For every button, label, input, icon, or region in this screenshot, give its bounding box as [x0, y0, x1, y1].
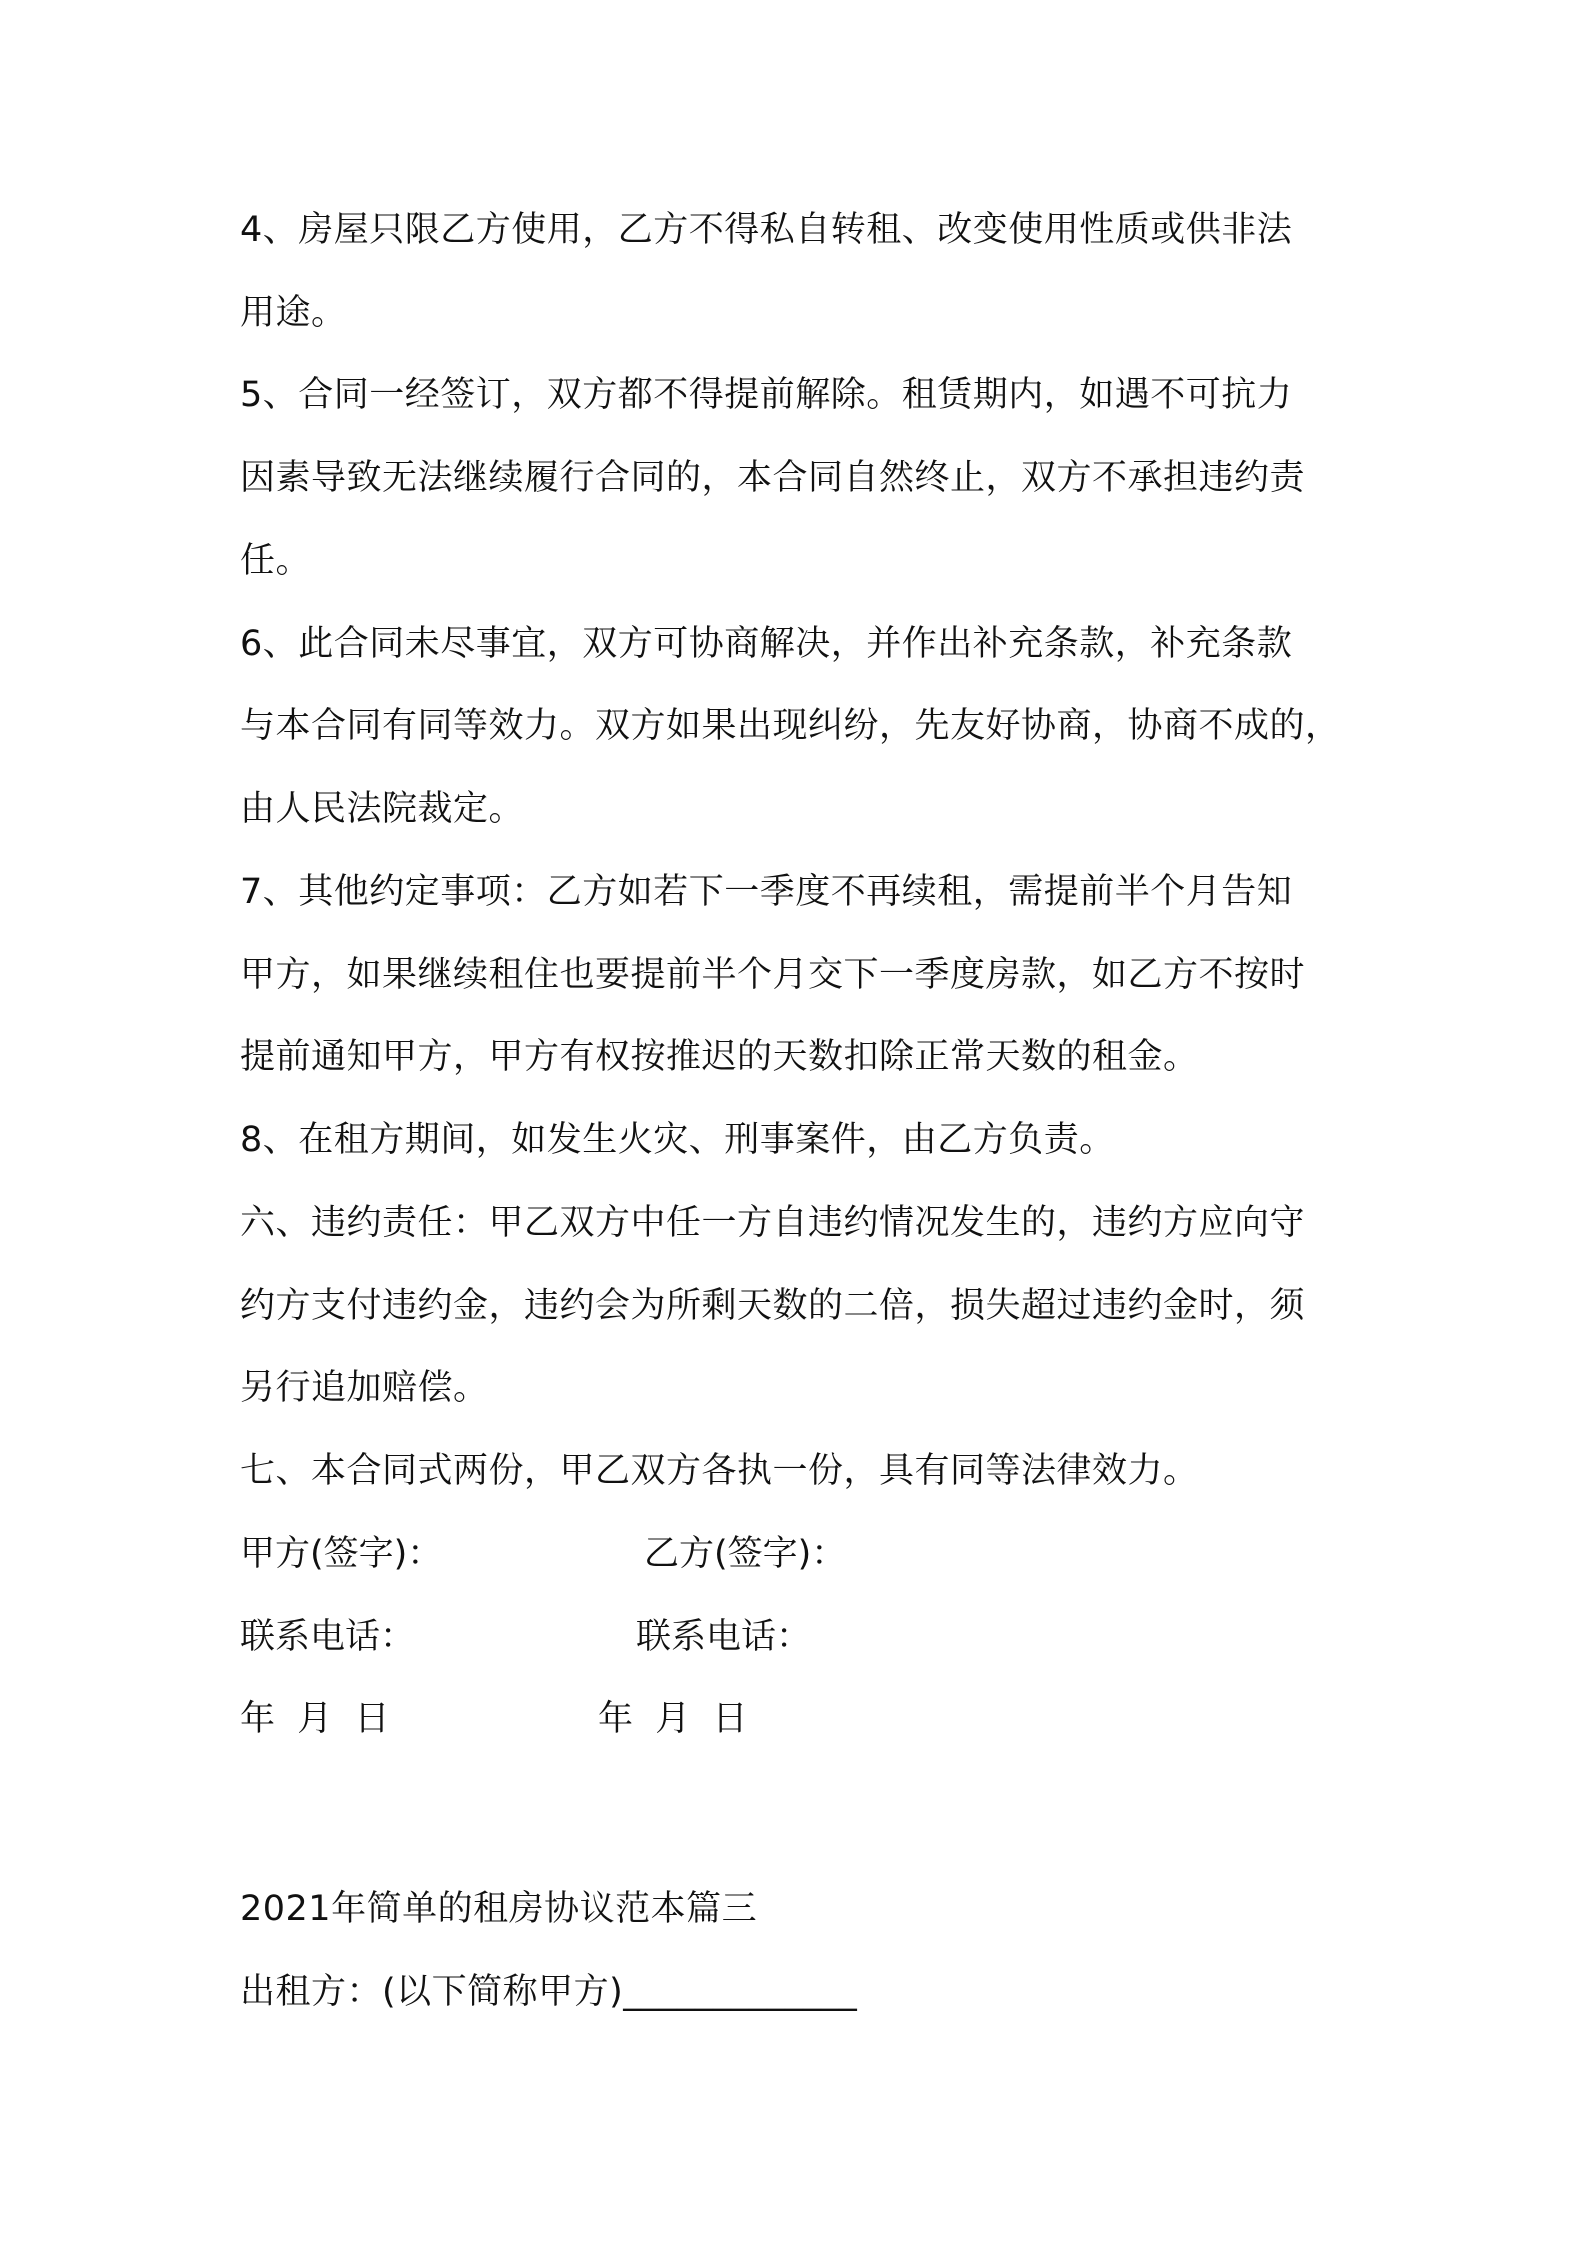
section-title: 2021年简单的租房协议范本篇三 [240, 1889, 758, 1929]
clause-6-line-3: 由人民法院裁定。 [240, 789, 525, 829]
party-a-phone-label: 联系电话： [240, 1617, 416, 1657]
lessor-line: 出租方：(以下简称甲方)_____________ [240, 1972, 858, 2012]
party-b-date-label: 年 月 日 [598, 1699, 748, 1739]
clause-8-line-1: 8、在租方期间，如发生火灾、刑事案件，由乙方负责。 [240, 1120, 1115, 1160]
breach-line-3: 另行追加赔偿。 [240, 1368, 489, 1408]
breach-line-2: 约方支付违约金，违约会为所剩天数的二倍，损失超过违约金时，须 [240, 1286, 1306, 1326]
clause-5-line-3: 任。 [240, 541, 312, 581]
party-a-date-label: 年 月 日 [240, 1699, 390, 1739]
party-a-signature-label: 甲方(签字)： [240, 1534, 443, 1574]
party-b-phone-label: 联系电话： [636, 1617, 812, 1657]
copies-clause: 七、本合同式两份，甲乙双方各执一份，具有同等法律效力。 [240, 1451, 1199, 1491]
clause-4-line-2: 用途。 [240, 293, 347, 333]
clause-4-line-1: 4、房屋只限乙方使用，乙方不得私自转租、改变使用性质或供非法 [240, 210, 1293, 250]
clause-6-line-1: 6、此合同未尽事宜，双方可协商解决，并作出补充条款，补充条款 [240, 624, 1293, 664]
clause-6-line-2: 与本合同有同等效力。双方如果出现纠纷，先友好协商，协商不成的， [240, 706, 1341, 746]
clause-7-line-1: 7、其他约定事项：乙方如若下一季度不再续租，需提前半个月告知 [240, 872, 1293, 912]
clause-7-line-2: 甲方，如果继续租住也要提前半个月交下一季度房款，如乙方不按时 [240, 955, 1306, 995]
breach-line-1: 六、违约责任：甲乙双方中任一方自违约情况发生的，违约方应向守 [240, 1203, 1306, 1243]
party-b-signature-label: 乙方(签字)： [644, 1534, 847, 1574]
clause-5-line-1: 5、合同一经签订，双方都不得提前解除。租赁期内，如遇不可抗力 [240, 375, 1293, 415]
clause-5-line-2: 因素导致无法继续履行合同的，本合同自然终止，双方不承担违约责 [240, 458, 1306, 498]
clause-7-line-3: 提前通知甲方，甲方有权按推迟的天数扣除正常天数的租金。 [240, 1037, 1199, 1077]
